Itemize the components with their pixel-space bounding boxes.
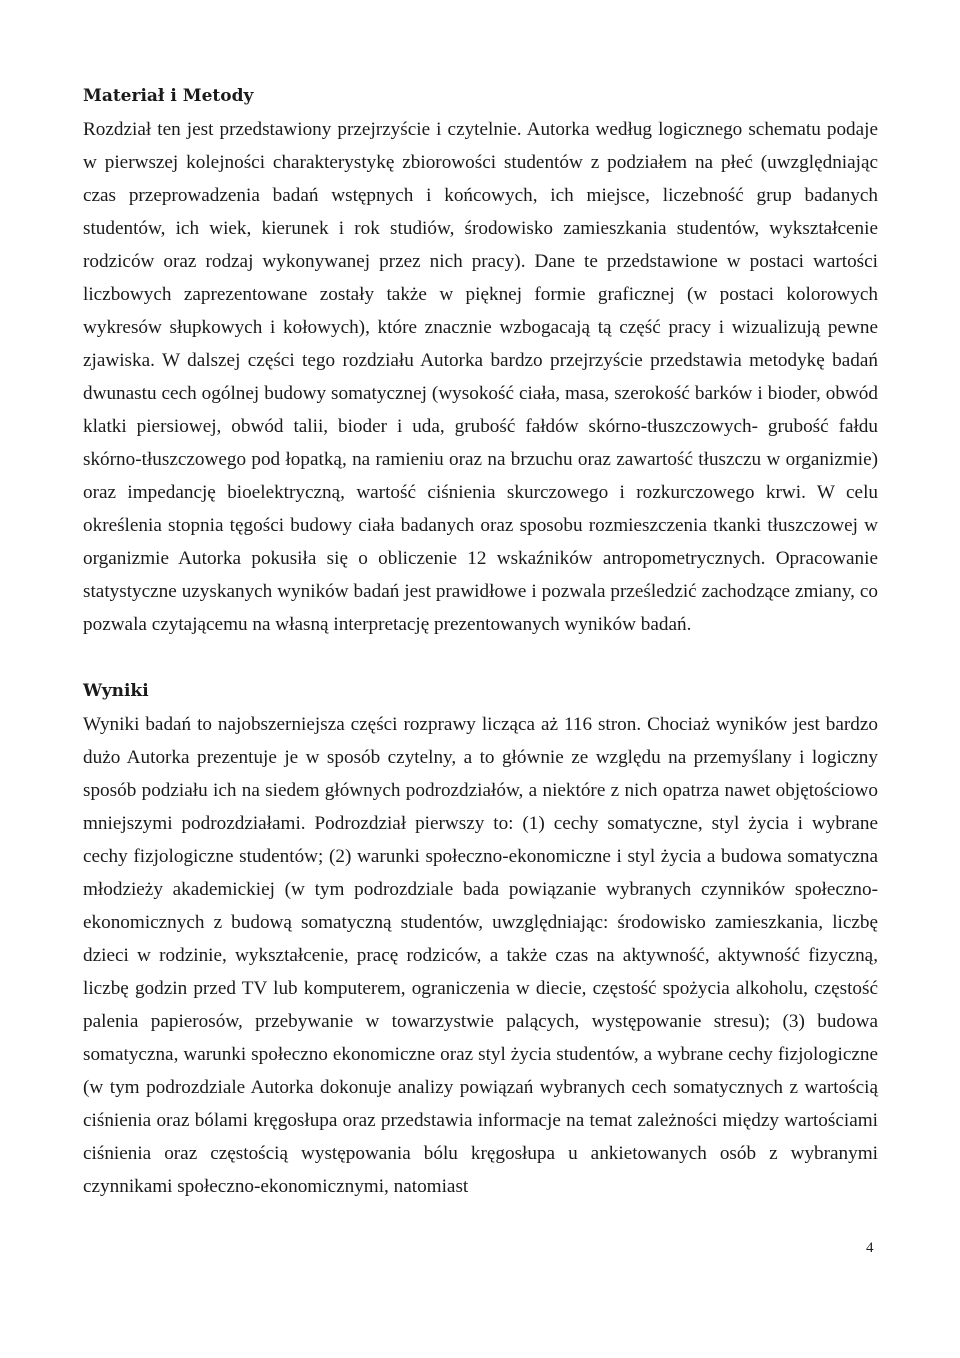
section-paragraph-materials-methods: Rozdział ten jest przedstawiony przejrzyście i czytelnie. Autorka według logicznego schematu podaje w pierwszej kolejności charakterystykę zbiorowości studentów z podziałem na płeć (uwzględniając czas przeprowadzenia badań wstępnych i końcowych, ich miejsce, liczebność grup badanych studentów, ich wiek, kierunek i rok studiów, środowisko zamieszkania studentów, wykształcenie rodziców oraz rodzaj wykonywanej przez nich pracy). Dane te przedstawione w postaci wartości liczbowych zaprezentowane zostały także w pięknej formie graficznej (w postaci kolorowych wykresów słupkowych i kołowych), które znacznie wzbogacają tą część pracy i wizualizują pewne zjawiska. W dalszej części tego rozdziału Autorka bardzo przejrzyście przedstawia metodykę badań dwunastu cech ogólnej budowy somatycznej (wysokość ciała, masa, szerokość barków i bioder, obwód klatki piersiowej, obwód talii, bioder i uda, grubość fałdów skórno-tłuszczowych- grubość fałdu skórno-tłuszczowego pod łopatką, na ramieniu oraz na brzuchu oraz zawartość tłuszczu w organizmie) oraz impedancję bioelektryczną, wartość ciśnienia skurczowego i rozkurczowego krwi. W celu określenia stopnia tęgości budowy ciała badanych oraz sposobu rozmieszczenia tkanki tłuszczowej w organizmie Autorka pokusiła się o obliczenie 12 wskaźników antropometrycznych. Opracowanie statystyczne uzyskanych wyników badań jest prawidłowe i pozwala prześledzić zachodzące zmiany, co pozwala czytającemu na własną interpretację prezentowanych wyników badań.: [83, 119, 878, 635]
section-heading-materials-methods: Materiał i Metody: [83, 86, 254, 106]
section-paragraph-results: Wyniki badań to najobszerniejsza części rozprawy licząca aż 116 stron. Chociaż wyników jest bardzo dużo Autorka prezentuje je w sposób czytelny, a to głównie ze względu na przemyślany i logiczny sposób podziału ich na siedem głównych podrozdziałów, a niektóre z nich opatrza nawet objętościowo mniejszymi podrozdziałami. Podrozdział pierwszy to: (1) cechy somatyczne, styl życia i wybrane cechy fizjologiczne studentów; (2) warunki społeczno-ekonomiczne i styl życia a budowa somatyczna młodzieży akademickiej (w tym podrozdziale bada powiązanie wybranych czynników społeczno-ekonomicznych z budową somatyczną studentów, uwzględniając: środowisko zamieszkania, liczbę dzieci w rodzinie, wykształcenie, pracę rodziców, a także czas na aktywność, aktywność fizyczną, liczbę godzin przed TV lub komputerem, ograniczenia w diecie, częstość spożycia alkoholu, częstość palenia papierosów, przebywanie w towarzystwie palących, występowanie stresu); (3) budowa somatyczna, warunki społeczno ekonomiczne oraz styl życia studentów, a wybrane cechy fizjologiczne (w tym podrozdziale Autorka dokonuje analizy powiązań wybranych cech somatycznych z wartością ciśnienia oraz bólami kręgosłupa oraz przedstawia informacje na temat zależności między wartościami ciśnienia oraz częstością występowania bólu kręgosłupa u ankietowanych osób z wybranymi czynnikami społeczno-ekonomicznymi, natomiast: [83, 714, 878, 1197]
section-results: [83, 675, 878, 1203]
page-number: 4: [866, 1240, 874, 1256]
document-page: [83, 80, 878, 1203]
section-materials-methods: [83, 80, 878, 641]
section-spacer: [83, 641, 878, 675]
section-heading-results: Wyniki: [83, 681, 149, 701]
